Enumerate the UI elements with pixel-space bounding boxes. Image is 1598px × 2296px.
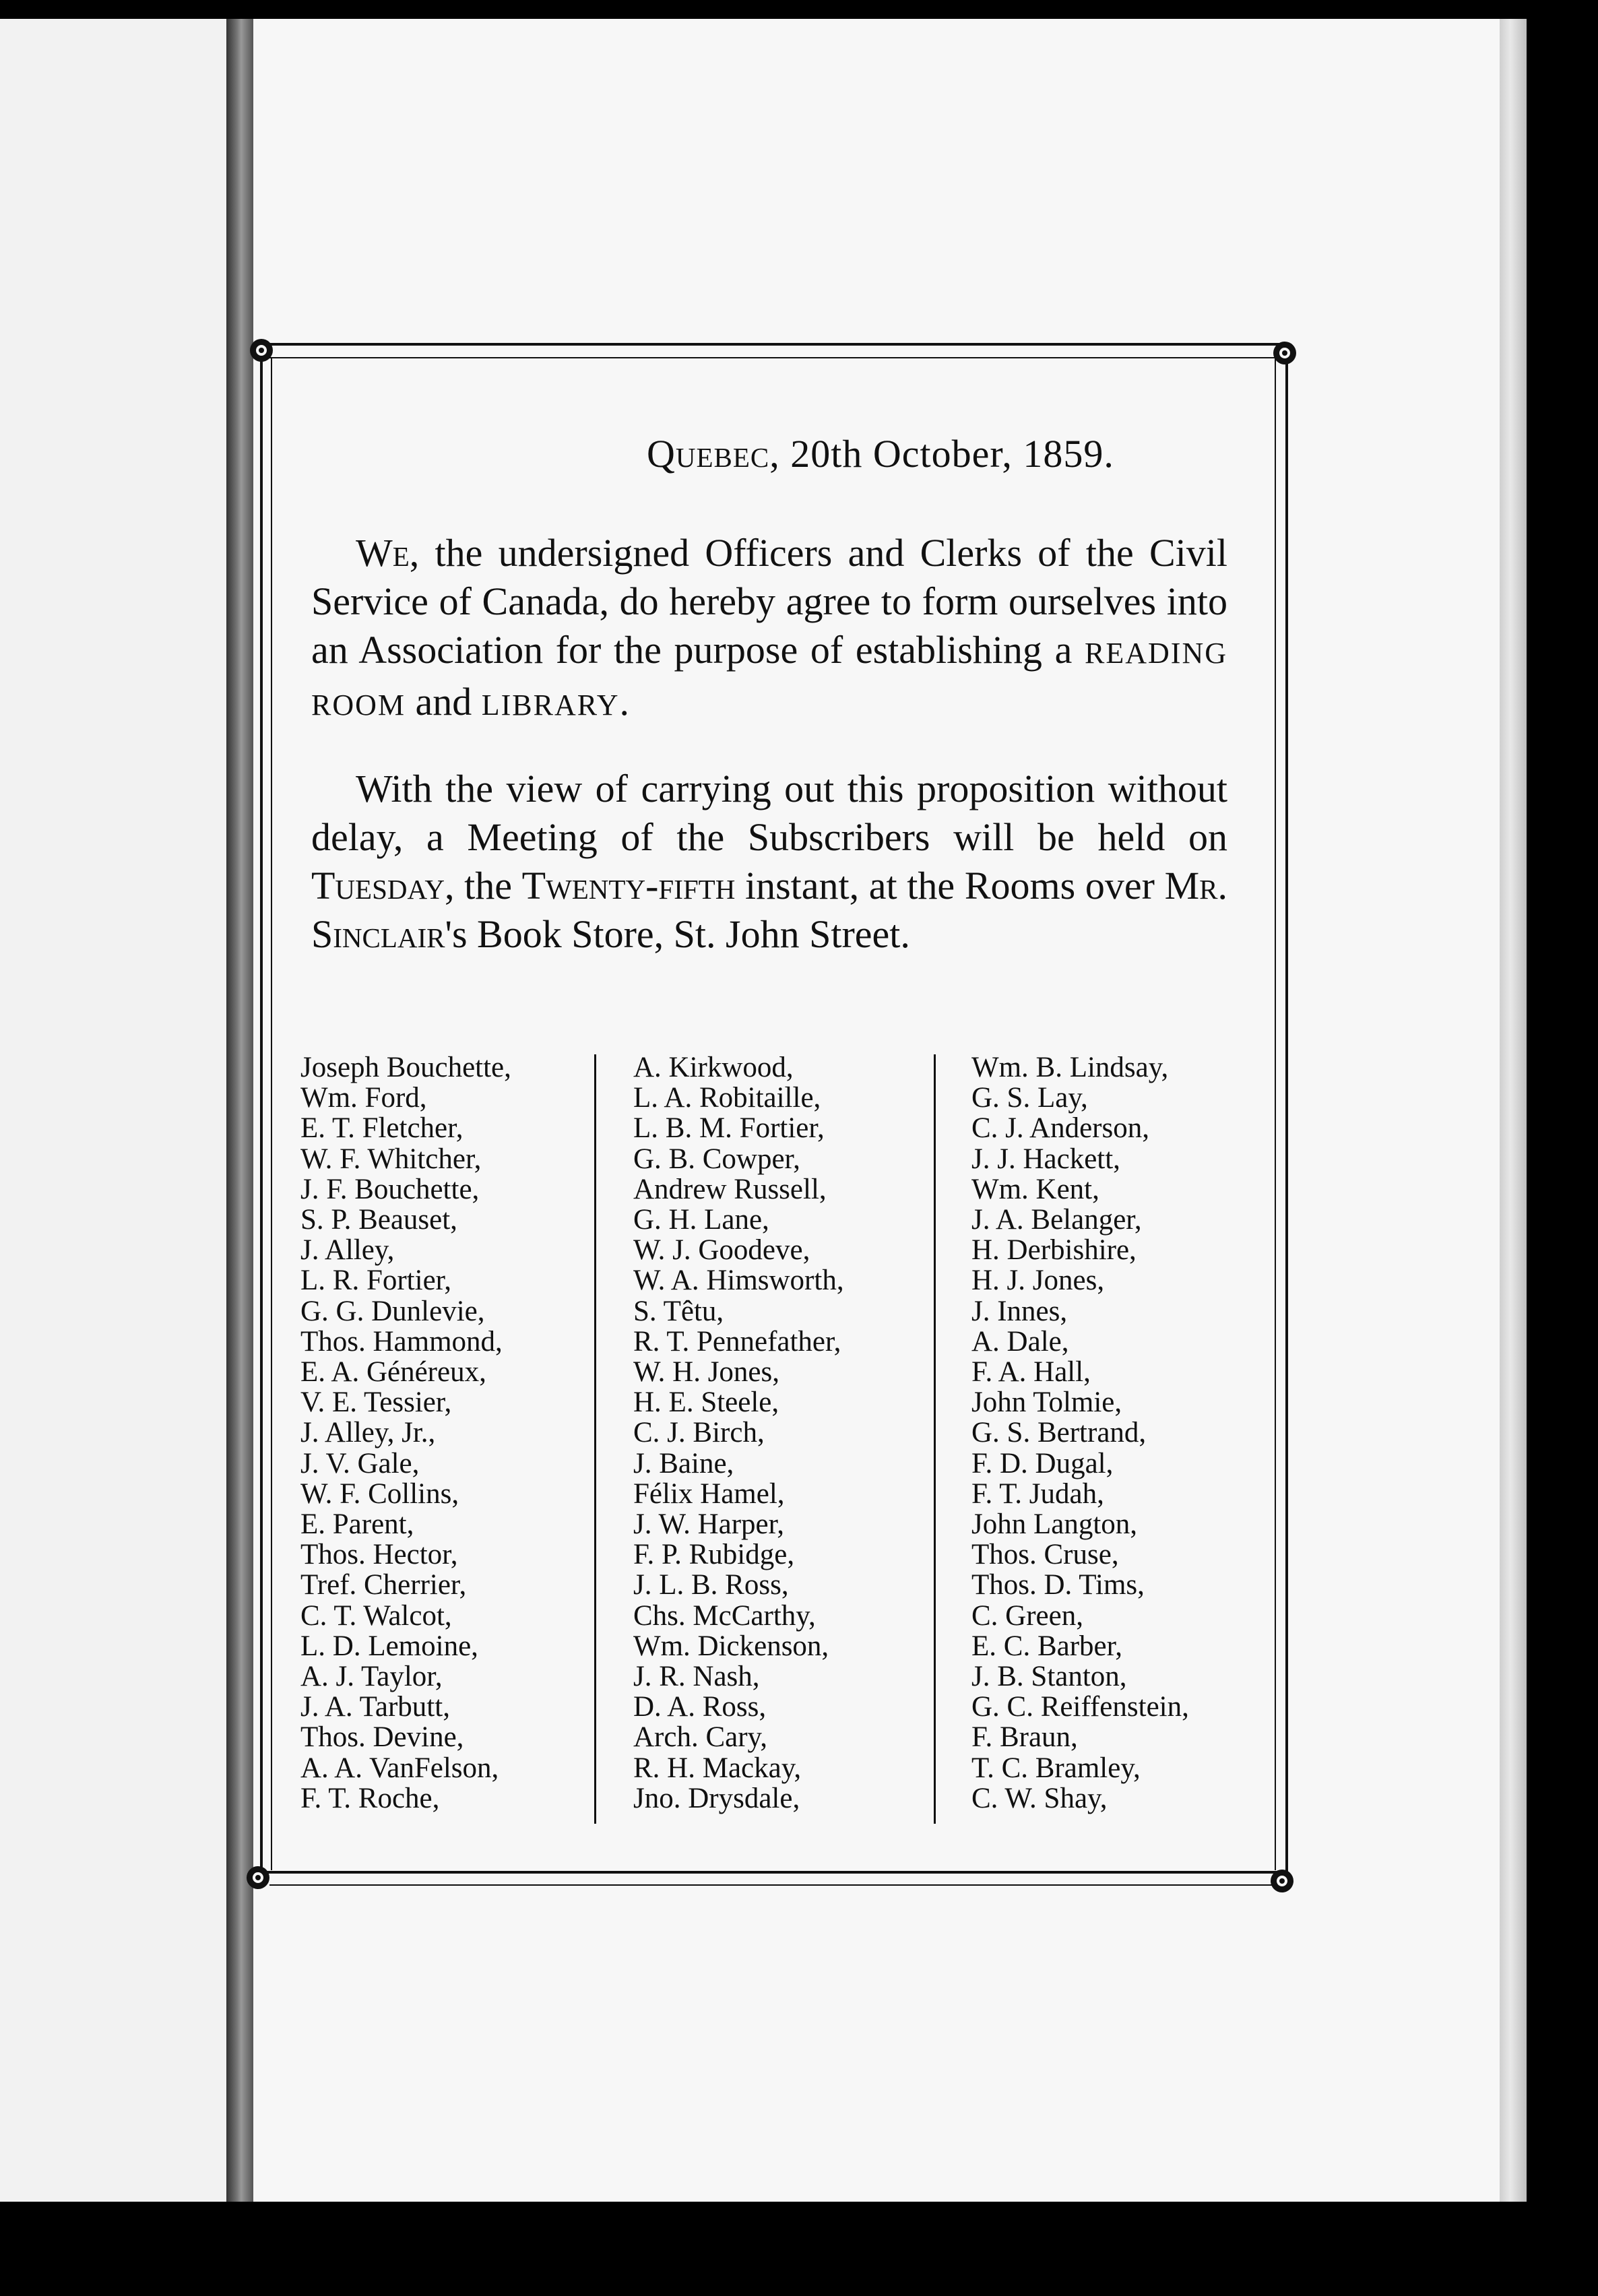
signatory-name: G. G. Dunlevie,: [300, 1295, 485, 1327]
signatory-name: Chs. McCarthy,: [633, 1599, 816, 1632]
signatory-name: J. A. Tarbutt,: [300, 1691, 450, 1723]
signatory-name: H. E. Steele,: [633, 1386, 779, 1419]
signatory-name: S. P. Beauset,: [300, 1204, 457, 1236]
signatory-name: R. T. Pennefather,: [633, 1325, 841, 1358]
paragraph-text: and: [406, 680, 482, 724]
signatory-name: Wm. Dickenson,: [633, 1630, 829, 1662]
frame-right-rule-inner: [1275, 358, 1276, 1870]
library-caps: LIBRARY: [481, 689, 620, 722]
signatory-name: S. Têtu,: [633, 1295, 724, 1327]
signatory-name: H. J. Jones,: [971, 1265, 1105, 1297]
signatory-name: Wm. Kent,: [971, 1173, 1099, 1205]
column-divider: [594, 1054, 596, 1824]
signatory-name: L. B. M. Fortier,: [633, 1112, 825, 1145]
previous-page-fragment: [0, 19, 226, 2202]
signatory-name: J. Alley, Jr.,: [300, 1417, 436, 1449]
signatory-name: Thos. D. Tims,: [971, 1569, 1145, 1601]
signatory-name: W. A. Himsworth,: [633, 1265, 844, 1297]
signatory-name: H. Derbishire,: [971, 1234, 1137, 1267]
page-edge: [1500, 19, 1527, 2202]
signatory-name: Thos. Hector,: [300, 1539, 458, 1571]
signatory-column-1: [300, 1052, 511, 1814]
signatory-name: V. E. Tessier,: [300, 1386, 452, 1419]
signatory-name: E. C. Barber,: [971, 1630, 1122, 1662]
signatory-name: J. W. Harper,: [633, 1508, 784, 1541]
signatory-name: D. A. Ross,: [633, 1691, 767, 1723]
signatory-name: Wm. Ford,: [300, 1082, 427, 1114]
reading-room-caps: READING ROOM: [311, 637, 1227, 722]
signatory-name: T. C. Bramley,: [971, 1752, 1141, 1784]
signatory-name: F. P. Rubidge,: [633, 1539, 795, 1571]
signatory-name: F. Braun,: [971, 1721, 1078, 1754]
signatory-name: J. A. Belanger,: [971, 1204, 1142, 1236]
signatory-name: J. B. Stanton,: [971, 1661, 1127, 1693]
signatory-name: A. J. Taylor,: [300, 1661, 443, 1693]
dateline-date: , 20th October, 1859.: [769, 432, 1114, 476]
signatory-name: L. D. Lemoine,: [300, 1630, 478, 1662]
frame-right-rule-outer: [1285, 350, 1288, 1878]
signatory-name: G. C. Reiffenstein,: [971, 1691, 1189, 1723]
signatory-name: J. Innes,: [971, 1295, 1068, 1327]
signatory-name: J. L. B. Ross,: [633, 1569, 789, 1601]
signatory-name: Joseph Bouchette,: [300, 1052, 511, 1083]
paragraph-text: , the undersigned Officers and Clerks of the Civil Service of Canada, do hereby agree to form ourselves into an Association for the purpose of establishing a: [311, 531, 1227, 672]
signatory-name: J. F. Bouchette,: [300, 1173, 480, 1205]
frame-corner-ornament: [1271, 1870, 1293, 1892]
signatory-name: Arch. Cary,: [633, 1721, 768, 1754]
signatory-column-3: [971, 1052, 1189, 1814]
signatory-name: F. T. Roche,: [300, 1782, 440, 1814]
signatory-name: John Tolmie,: [971, 1386, 1122, 1419]
signatory-name: C. W. Shay,: [971, 1782, 1108, 1814]
frame-corner-ornament: [250, 339, 273, 362]
signatory-name: E. Parent,: [300, 1508, 414, 1541]
paragraph-text: .: [619, 680, 629, 724]
signatory-name: Andrew Russell,: [633, 1173, 827, 1205]
signatory-name: W. J. Goodeve,: [633, 1234, 810, 1267]
signatory-name: E. A. Généreux,: [300, 1356, 486, 1389]
frame-corner-ornament: [247, 1866, 269, 1889]
signatory-name: C. J. Anderson,: [971, 1112, 1149, 1145]
signatory-name: A. A. VanFelson,: [300, 1752, 499, 1784]
signatory-name: Jno. Drysdale,: [633, 1782, 800, 1814]
signatory-name: L. A. Robitaille,: [633, 1082, 821, 1114]
signatory-name: W. F. Whitcher,: [300, 1143, 482, 1175]
signatory-name: W. H. Jones,: [633, 1356, 779, 1389]
paragraph-text: , the: [444, 864, 522, 907]
signatory-name: F. D. Dugal,: [971, 1447, 1114, 1479]
frame-corner-ornament: [1273, 342, 1296, 364]
signatory-name: F. T. Judah,: [971, 1477, 1104, 1510]
dateline: [647, 431, 1199, 476]
dateline-place: Quebec: [647, 432, 770, 476]
signatory-name: G. S. Lay,: [971, 1082, 1088, 1114]
signatory-name: F. A. Hall,: [971, 1356, 1091, 1389]
signatory-name: Thos. Hammond,: [300, 1325, 503, 1358]
signatory-name: J. V. Gale,: [300, 1447, 420, 1479]
signatory-column-2: [633, 1052, 844, 1814]
paragraph-text: instant, at the Rooms over: [735, 864, 1165, 907]
frame-left-rule-outer: [260, 350, 263, 1878]
signatory-name: Thos. Devine,: [300, 1721, 464, 1754]
signatory-name: L. R. Fortier,: [300, 1265, 452, 1297]
signatory-name: Félix Hamel,: [633, 1477, 785, 1510]
signatory-name: G. S. Bertrand,: [971, 1417, 1147, 1449]
signatory-name: J. Baine,: [633, 1447, 734, 1479]
agreement-paragraph: [311, 529, 1227, 730]
signatory-name: C. J. Birch,: [633, 1417, 765, 1449]
signatory-name: W. F. Collins,: [300, 1477, 459, 1510]
paragraph-text: 's Book Store, St. John Street.: [445, 912, 910, 956]
signatory-name: G. B. Cowper,: [633, 1143, 800, 1175]
frame-bottom-rule-outer: [261, 1871, 1285, 1874]
column-divider: [934, 1054, 936, 1824]
meeting-paragraph: [311, 765, 1227, 959]
signatory-name: A. Dale,: [971, 1325, 1069, 1358]
signatory-name: C. Green,: [971, 1599, 1083, 1632]
signatory-name: A. Kirkwood,: [633, 1052, 794, 1083]
signatory-name: Wm. B. Lindsay,: [971, 1052, 1169, 1083]
signatory-name: C. T. Walcot,: [300, 1599, 452, 1632]
signatory-name: Thos. Cruse,: [971, 1539, 1119, 1571]
meeting-date: Twenty-fifth: [521, 864, 736, 907]
frame-bottom-rule-inner: [269, 1884, 1277, 1886]
signatory-name: John Langton,: [971, 1508, 1138, 1541]
signatory-name: G. H. Lane,: [633, 1204, 769, 1236]
signatory-name: R. H. Mackay,: [633, 1752, 802, 1784]
signatory-name: J. R. Nash,: [633, 1661, 760, 1693]
bookseller-name: Mr. Sinclair: [311, 864, 1227, 956]
signatory-name: Tref. Cherrier,: [300, 1569, 467, 1601]
meeting-day: Tuesday: [311, 864, 445, 907]
signatory-name: J. Alley,: [300, 1234, 395, 1267]
frame-top-rule-inner: [269, 357, 1277, 358]
signatory-name: J. J. Hackett,: [971, 1143, 1120, 1175]
frame-left-rule-inner: [271, 358, 272, 1870]
paragraph-text: With the view of carrying out this proposition without delay, a Meeting of the Subscribers will be held on: [311, 767, 1227, 859]
frame-top-rule-outer: [261, 343, 1285, 346]
signatory-name: E. T. Fletcher,: [300, 1112, 464, 1145]
paragraph-lead-word: We: [356, 531, 410, 575]
